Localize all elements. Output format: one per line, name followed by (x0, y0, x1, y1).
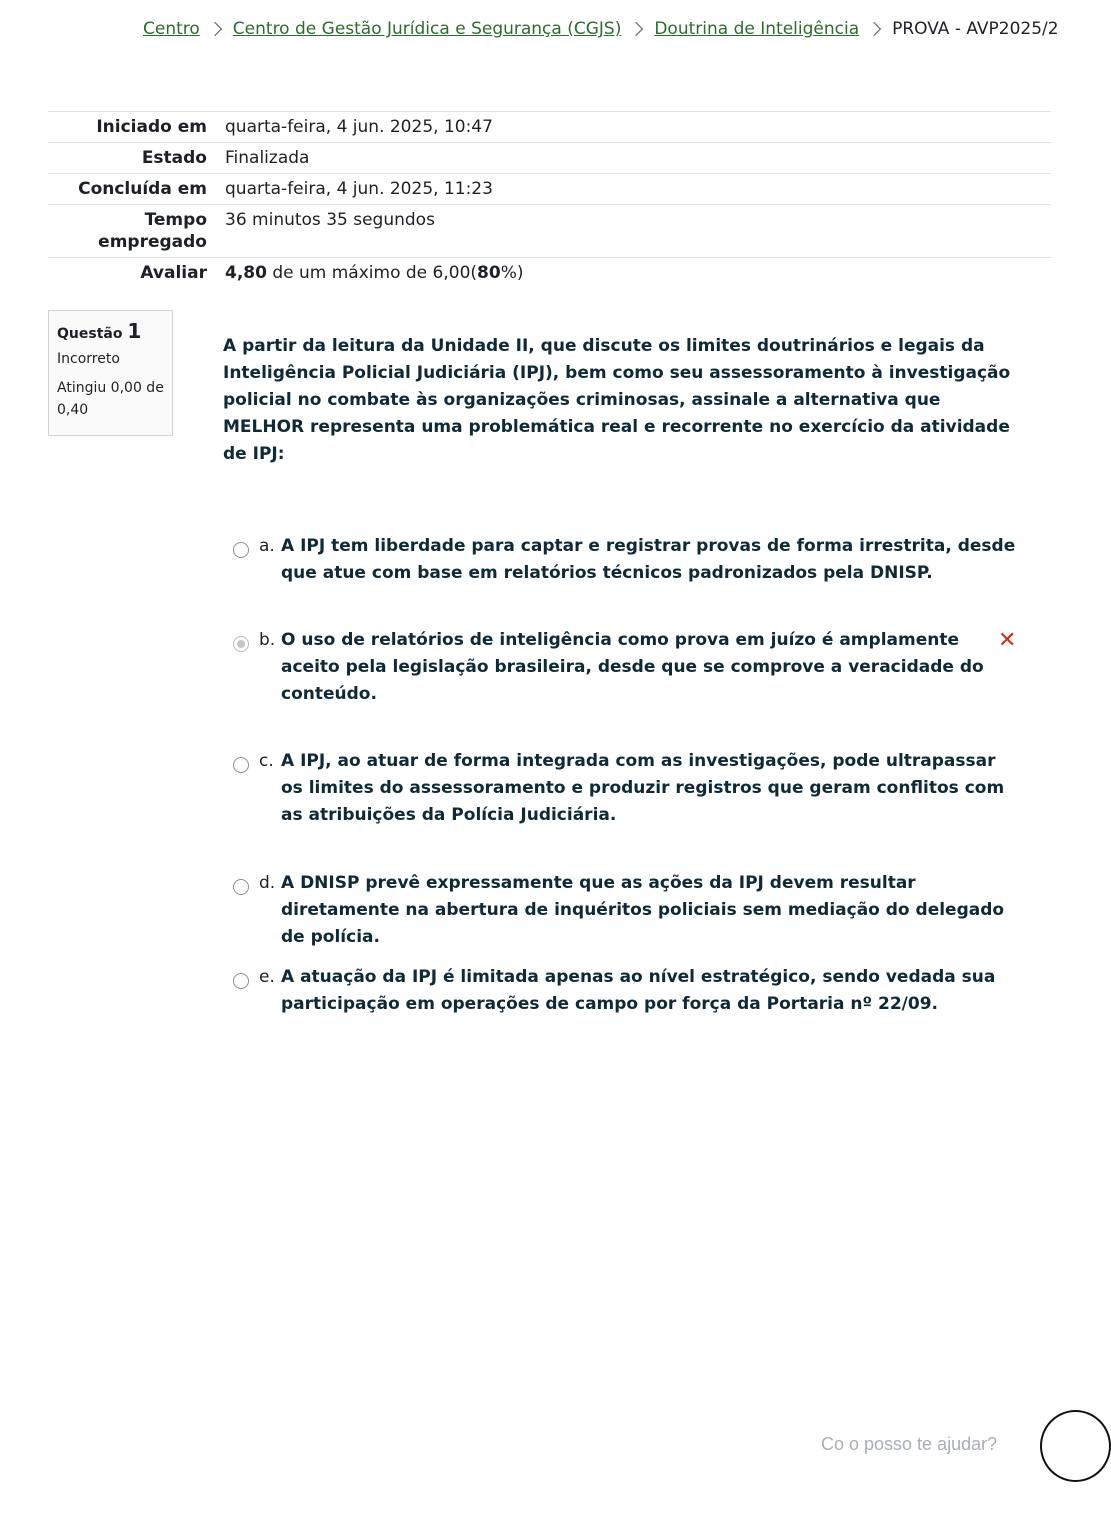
chevron-right-icon (208, 22, 222, 36)
answer-letter: d. (259, 873, 276, 893)
summary-label: Tempo empregado (98, 210, 207, 252)
attempt-summary-table (48, 111, 1051, 288)
summary-label: Avaliar (140, 263, 207, 283)
summary-label: Iniciado em (96, 117, 207, 137)
question-label: Questão (57, 326, 128, 342)
summary-row-started (48, 112, 1051, 143)
breadcrumb-link-doutrina[interactable]: Doutrina de Inteligência (654, 19, 860, 39)
answer-letter: e. (259, 967, 275, 987)
breadcrumb-link-cgjs[interactable]: Centro de Gestão Jurídica e Segurança (CGJS) (232, 19, 622, 39)
answer-text: A DNISP prevê expressamente que as ações da IPJ devem resultar diretamente na abertura de inquéritos policiais sem mediação do delegado de polícia. (281, 873, 1005, 947)
answer-option-d[interactable] (233, 870, 1033, 951)
question-state: Incorreto (57, 351, 120, 367)
breadcrumb-current: PROVA - AVP2025/2 (892, 19, 1059, 39)
radio-button-selected[interactable] (233, 636, 249, 652)
summary-row-state (48, 143, 1051, 174)
breadcrumb (143, 19, 1099, 39)
answer-option-e[interactable] (233, 964, 1033, 1018)
answer-letter: b. (259, 630, 276, 650)
question-info-box (48, 310, 173, 436)
question-number (57, 319, 164, 343)
grade-percent: 80 (477, 263, 501, 283)
radio-button[interactable] (233, 757, 249, 773)
answer-text: A IPJ tem liberdade para captar e registrar provas de forma irrestrita, desde que atue com base em relatórios técnicos padronizados pela DNISP. (281, 536, 1016, 583)
answer-text: A IPJ, ao atuar de forma integrada com as investigações, pode ultrapassar os limites do assessoramento e produzir registros que geram conflitos com as atribuições da Polícia Judiciária. (281, 751, 1005, 825)
summary-label: Concluída em (78, 179, 207, 199)
answer-option-c[interactable] (233, 748, 1033, 829)
question-number-value: 1 (127, 319, 142, 343)
radio-button[interactable] (233, 879, 249, 895)
summary-row-completed (48, 174, 1051, 205)
summary-row-time (48, 205, 1051, 258)
summary-value-grade (225, 258, 1051, 289)
breadcrumb-link-centro[interactable]: Centro (143, 19, 200, 39)
answer-text: A atuação da IPJ é limitada apenas ao nível estratégico, sendo vedada sua participação em operações de campo por força da Portaria nº 22/09. (281, 967, 996, 1014)
chevron-right-icon (867, 22, 881, 36)
grade-score: 4,80 (225, 263, 267, 283)
summary-row-grade (48, 258, 1051, 289)
grade-middle: de um máximo de 6,00( (266, 263, 478, 283)
chat-prompt-text[interactable]: Co o posso te ajudar? (821, 1434, 998, 1454)
summary-value: 36 minutos 35 segundos (225, 210, 435, 230)
summary-value: quarta-feira, 4 jun. 2025, 10:47 (225, 117, 493, 137)
incorrect-x-icon: ✕ (998, 628, 1017, 653)
radio-button[interactable] (233, 542, 249, 558)
answer-text: O uso de relatórios de inteligência como prova em juízo é amplamente aceito pela legislação brasileira, desde que se comprove a veracidade do conteúdo. (281, 630, 984, 704)
question-text: A partir da leitura da Unidade II, que discute os limites doutrinários e legais da Inteligência Policial Judiciária (IPJ), bem como seu assessoramento à investigação policial no combate às organizações criminosas, assinale a alternativa que MELHOR representa uma problemática real e recorrente no exercício da atividade de IPJ: (223, 336, 1011, 464)
question-grade: Atingiu 0,00 de 0,40 (57, 380, 164, 418)
grade-end: %) (500, 263, 524, 283)
answer-letter: a. (259, 536, 275, 556)
summary-label: Estado (141, 148, 207, 168)
summary-value: quarta-feira, 4 jun. 2025, 11:23 (225, 179, 493, 199)
summary-value: Finalizada (225, 148, 310, 168)
chat-launcher-button[interactable] (1040, 1410, 1111, 1482)
radio-button[interactable] (233, 973, 249, 989)
answer-letter: c. (259, 751, 274, 771)
answer-option-a[interactable] (233, 533, 1033, 587)
chevron-right-icon (629, 22, 643, 36)
answer-option-b[interactable] (233, 627, 1033, 708)
